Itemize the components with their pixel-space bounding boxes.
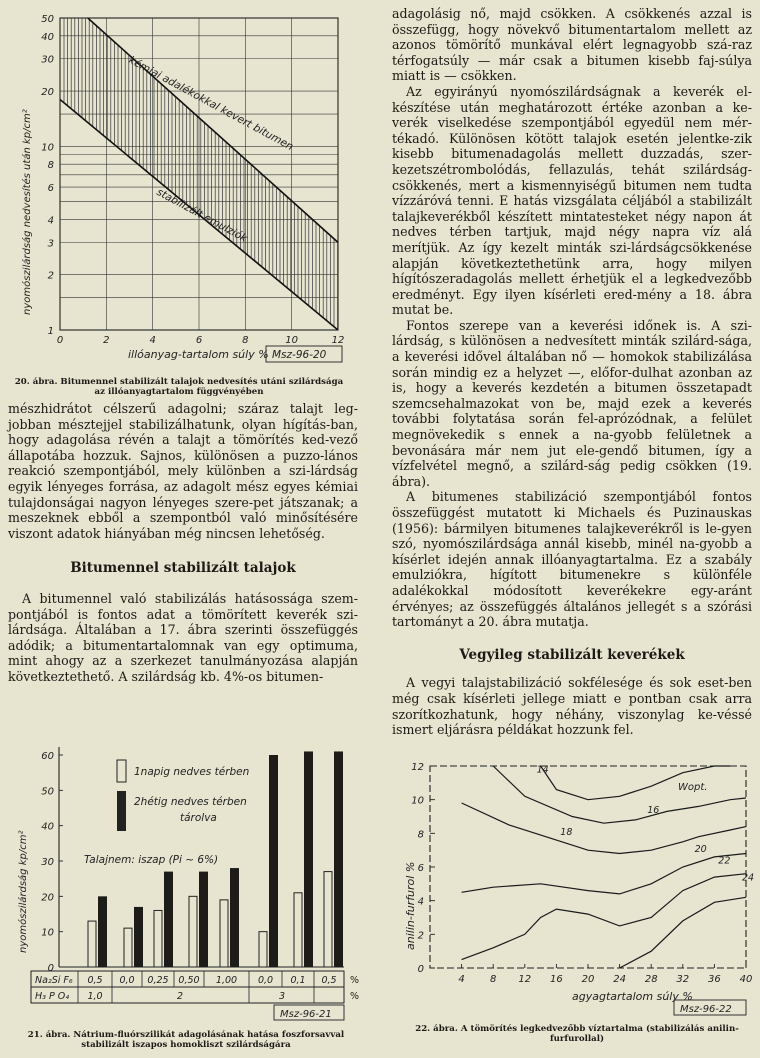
fig21-row1-cell: 0,0 xyxy=(257,975,274,986)
fig21-bar-2week xyxy=(134,907,143,967)
fig22-caption: 22. ábra. A tömörítés legkedvezőbb víztartalma (stabilizálás anilin-furfurollal) xyxy=(415,1024,739,1045)
fig21-row1-unit: % xyxy=(350,975,360,986)
fig21-bar-2week xyxy=(199,872,208,967)
fig22-ylabel: anilin-furfurol % xyxy=(404,861,417,950)
fig22-code: Msz-96-22 xyxy=(680,1004,732,1015)
fig22-ytick: 10 xyxy=(411,795,424,807)
fig21-row1-cell: 0,5 xyxy=(87,975,103,986)
fig20-xtick: 0 xyxy=(56,335,64,346)
fig21-bar-1day xyxy=(294,893,302,967)
right-paragraph-2: Fontos szerepe van a keverési időnek is. A szi-lárdság, s különösen a nedvesített minták szilárd-sága, a keverési idővel általában nő — homokok stabilizálása során mindig ez a helyzet —, előfor-dulhat azonban az is, hogy a keverés kezdetén a bitumen összetapadt szemcsehalmazokat von be, majd ezek a keverés további folytatása során fel-aprózódnak, a felület megnövekedik s ennek a na-gyobb felületnek a bevonására már nem jut ele-gendő bitumen, így a vízfelvétel megnő, a szilárd-ság pedig csökken (19. ábra). xyxy=(392,317,752,489)
fig20-ytick: 8 xyxy=(47,160,54,172)
fig20-ytick: 20 xyxy=(41,87,54,99)
fig21-bar-2week xyxy=(98,896,107,967)
fig21-row1-cell: 0,50 xyxy=(178,975,200,986)
fig21-row2-label: H₃ P O₄ xyxy=(35,991,70,1002)
fig21-ytick: 30 xyxy=(41,857,54,868)
fig21-chart xyxy=(4,735,364,1030)
fig20-xtick: 12 xyxy=(331,335,345,346)
left-paragraph-2: A bitumennel való stabilizálás hatásossága szem-pontjából is fontos adat a tömörített keverék szi-lárdsága. Általában a 17. ábra szerinti összefüggés adódik; a bitumentartalomnak van egy optimuma, mint ahogy az a szerkezet tanulmányozása alapján következtethető. A szilárdság kb. 4%-os bitumen- xyxy=(8,590,358,684)
right-paragraph-4: A vegyi talajstabilizáció sokfélesége és sok eset-ben még csak kísérleti jellege miatt e pontban csak arra szorítkozhatunk, hogy néhány, viszonylag ke-véssé ismert eljárásra példákat hozzunk fel. xyxy=(392,675,752,738)
heading-vegyileg: Vegyileg stabilizált keverékek xyxy=(459,646,685,663)
fig22-contour-label: 24 xyxy=(742,872,755,884)
fig20-ytick: 2 xyxy=(47,270,54,282)
fig22-contour-label: 20 xyxy=(694,843,707,855)
fig22-contour-label: 22 xyxy=(718,855,731,867)
fig20-band-label-upper: kémiai adalékokkal kevert bitumen xyxy=(126,54,296,154)
fig20-xtick: 2 xyxy=(103,335,110,346)
fig21-legend-1: 1napig nedves térben xyxy=(134,766,250,778)
fig22-ytick: 8 xyxy=(417,829,424,841)
right-column xyxy=(392,6,752,738)
figure-22 xyxy=(392,760,760,1022)
fig20-xlabel: illóanyag-tartalom súly % xyxy=(128,348,269,361)
fig21-bar-2week xyxy=(304,751,313,967)
fig20-ytick: 50 xyxy=(41,14,54,25)
fig21-bar-2week xyxy=(334,751,343,967)
fig20-ytick: 30 xyxy=(41,54,54,66)
fig21-row1-cell: 0,1 xyxy=(290,975,306,986)
fig21-ytick: 50 xyxy=(41,786,54,798)
fig22-xlabel: agyagtartalom súly % xyxy=(572,990,693,1003)
fig20-ytick: 10 xyxy=(41,142,54,154)
fig20-code: Msz-96-20 xyxy=(272,349,327,361)
fig22-xtick: 16 xyxy=(550,974,563,985)
fig21-row1-cell: 1,00 xyxy=(215,975,238,986)
fig22-chart xyxy=(392,760,760,1022)
fig22-contour-label: 16 xyxy=(647,805,660,817)
fig21-legend-2b: tárolva xyxy=(180,812,217,824)
fig20-ytick: 3 xyxy=(47,238,54,250)
fig21-row1-label: Na₂Si F₆ xyxy=(35,975,73,986)
fig20-xtick: 6 xyxy=(195,335,203,346)
fig22-xtick: 36 xyxy=(708,974,721,985)
left-paragraph-1: mészhidrátot célszerű adagolni; száraz talajt leg-jobban mésztejjel stabilizálhatunk, olyan hígítás-ban, hogy adagolása révén a talajt a tömörítés ked-vező állapotába hozzuk. Sajnos, különösen a puzzo-lános reakció szempontjából, mely különben a szi-lárdság egyik lényeges forrása, az adagolt mész egyes kémiai tulajdonságai nagyon lényeges szere-pet játszanak; a meszeknek ebből a szempontból való minősítésére viszont adatok hiányában még nincsen lehetőség. xyxy=(8,401,358,541)
fig21-row2-cell: 2 xyxy=(176,991,184,1002)
figure-20 xyxy=(8,0,353,370)
fig21-ytick: 60 xyxy=(41,751,54,762)
fig20-ytick: 4 xyxy=(47,215,54,227)
fig21-row2-cell: 3 xyxy=(278,991,286,1002)
fig20-xtick: 10 xyxy=(285,335,299,346)
fig21-legend-2a: 2hétig nedves térben xyxy=(134,796,247,808)
fig22-w-label: Wopt. xyxy=(678,782,708,793)
fig21-bar-1day xyxy=(220,900,228,967)
heading-bitumen: Bitumennel stabilizált talajok xyxy=(70,560,296,577)
fig20-ytick: 1 xyxy=(47,326,54,337)
fig22-ytick: 0 xyxy=(417,964,424,975)
fig21-ytick: 0 xyxy=(47,963,54,974)
right-paragraph-0: adagolásig nő, majd csökken. A csökkenés azzal is összefügg, hogy növekvő bitumentartalom mellett az azonos tömörítő munkával elért legnagyobb szá-raz térfogatsúly — már csak a bitumen kisebb faj-súlya miatt is — csökken. xyxy=(392,6,752,84)
fig22-xtick: 40 xyxy=(739,974,753,985)
fig21-bar-1day xyxy=(324,872,332,967)
fig22-xtick: 24 xyxy=(613,974,626,985)
fig20-ytick: 40 xyxy=(41,31,54,43)
right-paragraph-1: Az egyirányú nyomószilárdságnak a keverék el-készítése után meghatározott értéke azonban a ke-verék viselkedése szempontjából egyedül nem mér-tékadó. Különösen kötött talajok esetén jelentke-zik kisebb bitumenadagolás mellett duzzadás, szer-kezetszétrombolódás, fellazulás, tehát szilárdság-csökkenés, mert a kismennyiségű bitumen nem tudta vízzáróvá tenni. E hatás vizsgálata céljából a stabilizált talajkeverékből készített mintatesteket négy napon át nedves térben tartjuk, majd négy napra víz alá merítjük. Az így kezelt minták szi-lárdságcsökkenése alapján következtethetünk arra, hogy milyen hígítószeradagolás mellett érhetjük el a legkedvezőbb eredményt. Egy ilyen kísérleti ered-mény a 18. ábra mutat be. xyxy=(392,83,752,318)
fig21-bar-1day xyxy=(88,921,96,967)
fig22-xtick: 8 xyxy=(490,974,497,985)
fig21-row2-cell: 1,0 xyxy=(87,991,103,1002)
fig21-ytick: 40 xyxy=(41,821,54,833)
fig21-bar-1day xyxy=(259,932,267,967)
fig21-soil: Talajnem: iszap (Pi ~ 6%) xyxy=(84,854,219,866)
fig22-contour-label: 18 xyxy=(560,827,573,839)
fig21-bar-2week xyxy=(269,755,278,967)
fig21-bar-1day xyxy=(189,896,197,967)
fig22-ytick: 12 xyxy=(411,762,424,773)
fig22-contour-20 xyxy=(462,854,746,894)
fig21-ytick: 20 xyxy=(41,892,54,904)
fig20-xtick: 8 xyxy=(242,335,249,346)
fig21-ytick: 10 xyxy=(41,927,54,939)
fig21-row2-unit: % xyxy=(350,991,360,1002)
fig20-ylabel: nyomószilárdság nedvesítés után kp/cm² xyxy=(22,109,33,315)
fig21-bar-2week xyxy=(164,872,173,967)
fig22-ytick: 6 xyxy=(417,863,424,874)
fig20-band-label-lower: stabilizált emulziók xyxy=(154,186,250,245)
fig21-code: Msz-96-21 xyxy=(280,1009,332,1020)
fig21-row1-cell: 0,25 xyxy=(147,975,169,986)
fig21-bar-1day xyxy=(154,910,162,967)
fig21-caption: 21. ábra. Nátrium-fluórszilikát adagolásának hatása foszforsavval stabilizált iszapos homokliszt szilárdságára xyxy=(27,1030,345,1051)
fig22-xtick: 28 xyxy=(644,974,658,985)
fig20-ytick: 6 xyxy=(47,183,54,195)
right-paragraph-3: A bitumenes stabilizáció szempontjából fontos összefüggést mutatott ki Michaels és Puzinauskas (1956): bármilyen bitumenes talajkeverékről is le-gyen szó, nyomószilárdsága annál kisebb, minél na-gyobb a kísérlet idején annak illóanyagtartalma. Ez a szabály emulziókra, hígított bitumenekre s különféle adalékokkal módosított keverékekre egy-aránt érvényes; az összefüggés általános jellegét s a szórási tartományt a 20. ábra mutatja. xyxy=(392,489,752,630)
fig22-ytick: 2 xyxy=(417,930,424,942)
fig20-xtick: 4 xyxy=(149,335,156,346)
fig22-xtick: 12 xyxy=(518,974,532,985)
fig22-xtick: 4 xyxy=(458,974,465,985)
fig21-row1-cell: 0,0 xyxy=(119,975,135,986)
fig22-contour-label: 14 xyxy=(536,764,549,776)
left-column xyxy=(8,401,358,685)
fig22-xtick: 20 xyxy=(581,974,595,985)
fig21-bar-1day xyxy=(124,928,132,967)
fig22-contour-16 xyxy=(493,766,746,823)
fig22-contour-24 xyxy=(620,897,746,968)
fig21-bar-2week xyxy=(230,868,239,967)
fig22-ytick: 4 xyxy=(417,896,424,908)
fig20-chart xyxy=(8,0,353,370)
figure-21 xyxy=(4,735,364,1030)
fig21-ylabel: nyomószilárdság kp/cm² xyxy=(18,830,29,953)
fig21-row1-cell: 0,5 xyxy=(321,975,337,986)
fig22-xtick: 32 xyxy=(676,974,690,985)
fig20-caption: 20. ábra. Bitumennel stabilizált talajok nedvesítés utáni szilárdsága az illóanyagtartalom függvényében xyxy=(14,377,344,398)
